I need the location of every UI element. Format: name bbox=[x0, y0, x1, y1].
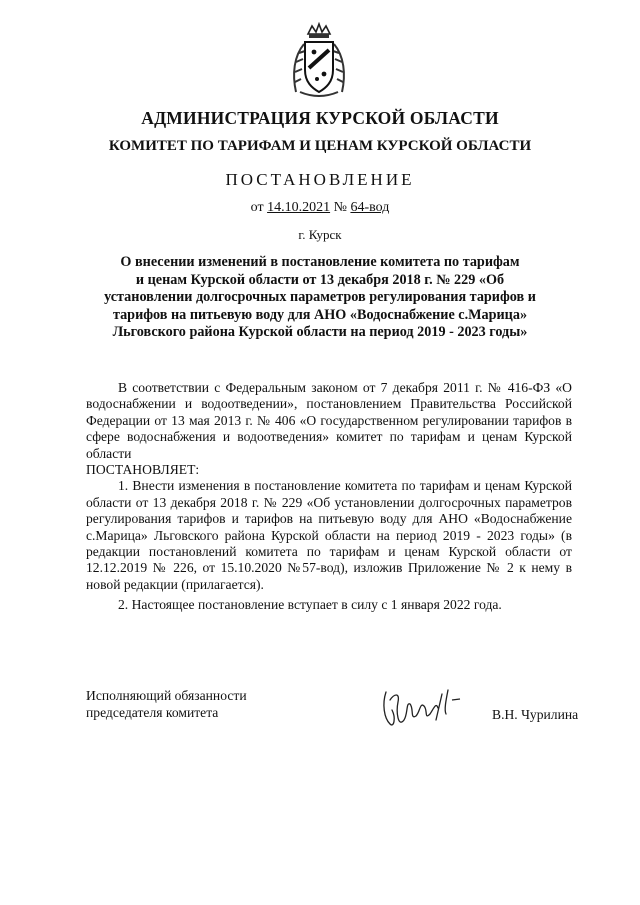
subject-line: установлении долгосрочных параметров регулирования тарифов и bbox=[104, 289, 536, 305]
subject-line: тарифов на питьевую воду для АНО «Водоснабжение с.Марица» bbox=[112, 306, 528, 323]
item-2-paragraph: 2. Настоящее постановление вступает в силу с 1 января 2022 года. bbox=[118, 597, 502, 613]
document-subject bbox=[104, 254, 536, 342]
subject-line: Льговского района Курской области на период 2019 - 2023 годы» bbox=[112, 324, 528, 340]
committee-heading: КОМИТЕТ ПО ТАРИФАМ И ЦЕНАМ КУРСКОЙ ОБЛАСТИ bbox=[108, 138, 532, 154]
resolves-word: ПОСТАНОВЛЯЕТ: bbox=[86, 462, 200, 478]
position-line: председателя комитета bbox=[86, 704, 219, 720]
position-line: Исполняющий обязанности bbox=[86, 688, 247, 703]
coat-of-arms-icon bbox=[290, 22, 348, 98]
preamble-paragraph: В соответствии с Федеральным законом от 7 декабря 2011 г. № 416-ФЗ «О водоснабжении и водоотведении», постановлением Правительства Российской Федерации от 13 мая 2013 г. № 406 «О государственном регулировании тарифов в сфере водоснабжения и водоотведения» комитет по тарифам и ценам Курской области bbox=[86, 380, 572, 461]
handwritten-signature bbox=[376, 680, 472, 736]
date-number-line bbox=[0, 200, 640, 216]
item-1-paragraph: 1. Внести изменения в постановление комитета по тарифам и ценам Курской области от 13 декабря 2018 г. № 229 «Об установлении долгосрочных параметров регулирования тарифов и тарифов на питьевую воду для АНО «Водоснабжение с.Марица» Льговского района Курской области на период 2019 - 2023 годы» (в редакции постановлений комитета по тарифам и ценам Курской области от 12.12.2019 № 226, от 15.10.2020 №57-вод), изложив Приложение № 2 к нему в новой редакции (прилагается). bbox=[86, 478, 572, 592]
signatory-name: В.Н. Чурилина bbox=[492, 707, 579, 722]
administration-heading: АДМИНИСТРАЦИЯ КУРСКОЙ ОБЛАСТИ bbox=[141, 108, 499, 128]
number-prefix: № bbox=[333, 200, 347, 215]
date-prefix: от bbox=[250, 200, 264, 215]
document-type: ПОСТАНОВЛЕНИЕ bbox=[225, 170, 415, 189]
document-date: 14.10.2021 bbox=[267, 200, 331, 215]
document-number: 64-вод bbox=[350, 200, 390, 215]
signatory-position bbox=[86, 688, 247, 721]
subject-line: О внесении изменений в постановление комитета по тарифам bbox=[120, 254, 520, 270]
subject-line: и ценам Курской области от 13 декабря 2018 г. № 229 «Об bbox=[135, 271, 505, 288]
document-body bbox=[86, 380, 572, 614]
city: г. Курск bbox=[298, 227, 342, 242]
